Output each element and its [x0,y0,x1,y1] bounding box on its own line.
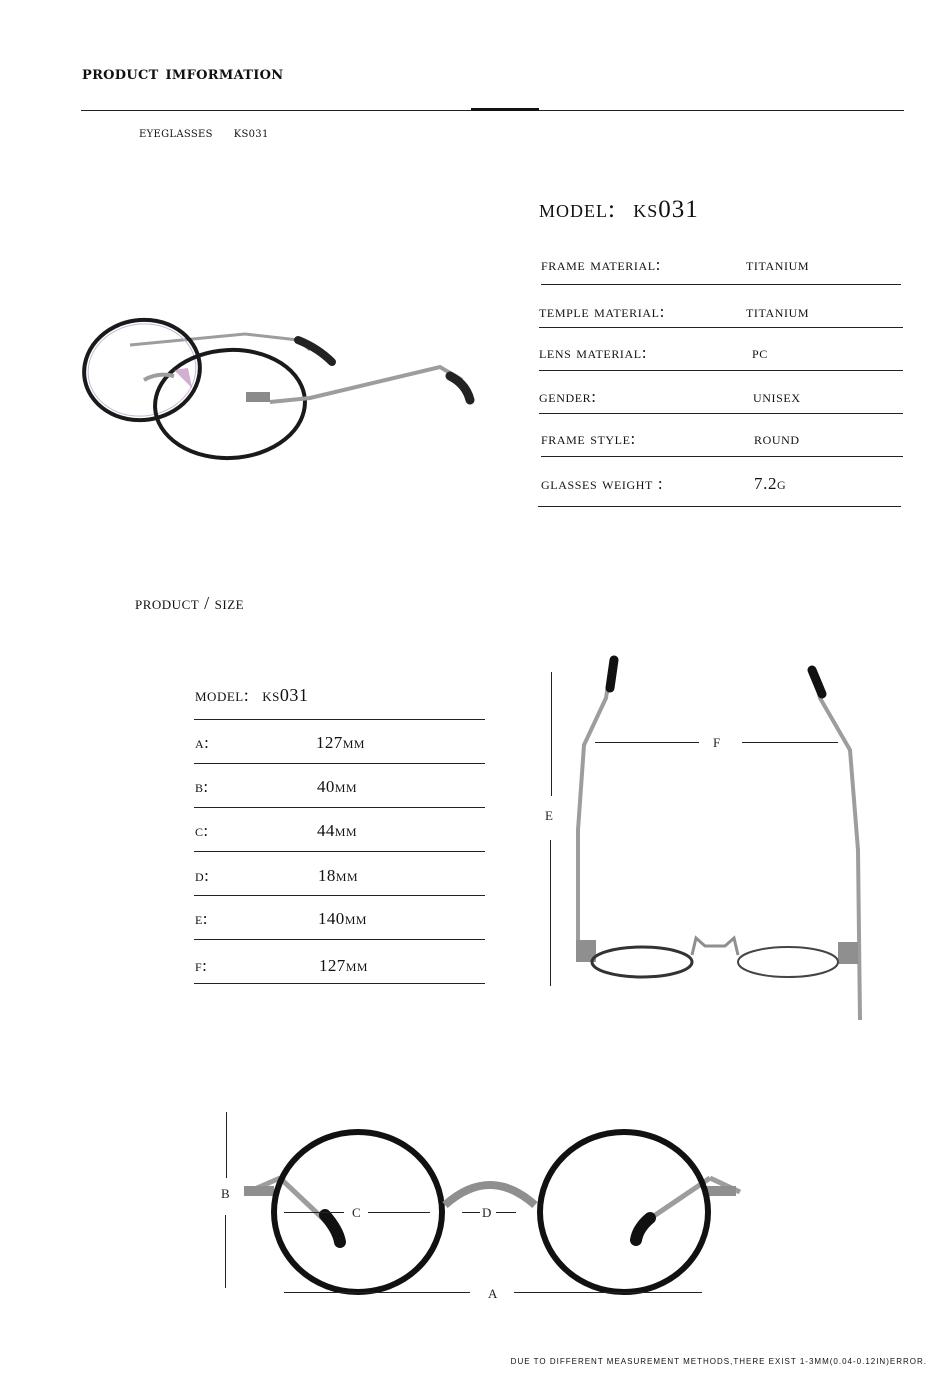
spec-model-label: model: [539,196,616,223]
spec-label-lens-material: lens material: [539,343,648,362]
size-model-heading [195,685,308,706]
dimension-line-b-bottom [225,1215,226,1288]
breadcrumb-model: KS031 [233,129,269,140]
size-divider [194,939,485,940]
spec-label-frame-style: frame style: [541,429,636,448]
dimension-line-f-left [595,742,699,743]
page-title: product imformation [82,62,284,84]
size-value-b: 40mm [317,777,357,796]
dimension-line-e-top [551,672,552,796]
dimension-line-c-left [284,1212,344,1213]
spec-divider [541,456,903,457]
size-divider [194,851,485,852]
spec-divider [539,370,903,371]
size-model-value: ks031 [262,685,309,705]
dimension-label-b: B [221,1186,230,1201]
spec-value-glasses-weight: 7.2g [754,474,787,493]
spec-label-glasses-weight: glasses weight : [541,474,664,493]
size-label-a: a: [195,733,210,752]
dimension-line-d-left [462,1212,480,1213]
dimension-line-a-right [514,1292,702,1293]
size-divider [194,763,485,764]
dimension-label-c: C [352,1205,361,1220]
size-value-e: 140mm [318,909,367,928]
breadcrumb-category: EYEGLASSES [139,129,213,140]
size-label-b: b: [195,777,209,796]
spec-divider [538,506,901,507]
size-label-d: d: [195,866,210,885]
spec-divider [539,413,903,414]
glasses-perspective-image [70,310,490,470]
glasses-top-view-diagram [570,650,870,1030]
spec-value-frame-style: round [754,429,800,448]
spec-model-value: ks031 [633,196,699,223]
size-section-title: product / size [135,593,245,613]
header-divider-accent [471,108,539,111]
spec-divider [539,327,903,328]
dimension-line-e-bottom [550,840,551,986]
size-value-c: 44mm [317,821,357,840]
spec-value-temple-material: titanium [746,302,810,321]
size-value-a: 127mm [316,733,365,752]
size-model-label: model: [195,685,250,705]
dimension-label-a: A [488,1286,498,1301]
dimension-line-c-right [368,1212,430,1213]
measurement-disclaimer: DUE TO DIFFERENT MEASUREMENT METHODS,THERE EXIST 1-3MM(0.04-0.12IN)ERROR. [510,1357,927,1366]
size-value-f: 127mm [319,956,368,975]
dimension-line-a-left [284,1292,470,1293]
size-label-c: c: [195,821,209,840]
spec-value-lens-material: pc [752,343,768,362]
spec-value-frame-material: titanium [746,255,810,274]
spec-label-temple-material: temple material: [539,302,665,321]
dimension-label-e: E [545,808,553,823]
spec-value-gender: unisex [753,387,801,406]
spec-label-frame-material: frame material: [541,255,661,274]
size-divider [194,983,485,984]
dimension-label-d: D [482,1205,492,1220]
dimension-line-b-top [226,1112,227,1178]
spec-model-heading [539,196,699,224]
size-value-d: 18mm [318,866,358,885]
size-label-f: f: [195,956,208,975]
spec-divider [541,284,901,285]
spec-label-gender: gender: [539,387,597,406]
dimension-label-f: F [713,735,721,750]
size-divider [194,807,485,808]
size-divider [194,895,485,896]
dimension-line-d-right [496,1212,516,1213]
size-label-e: e: [195,909,208,928]
size-divider [194,719,485,720]
breadcrumb [139,129,269,140]
dimension-line-f-right [742,742,838,743]
glasses-front-view-diagram [240,1120,750,1300]
